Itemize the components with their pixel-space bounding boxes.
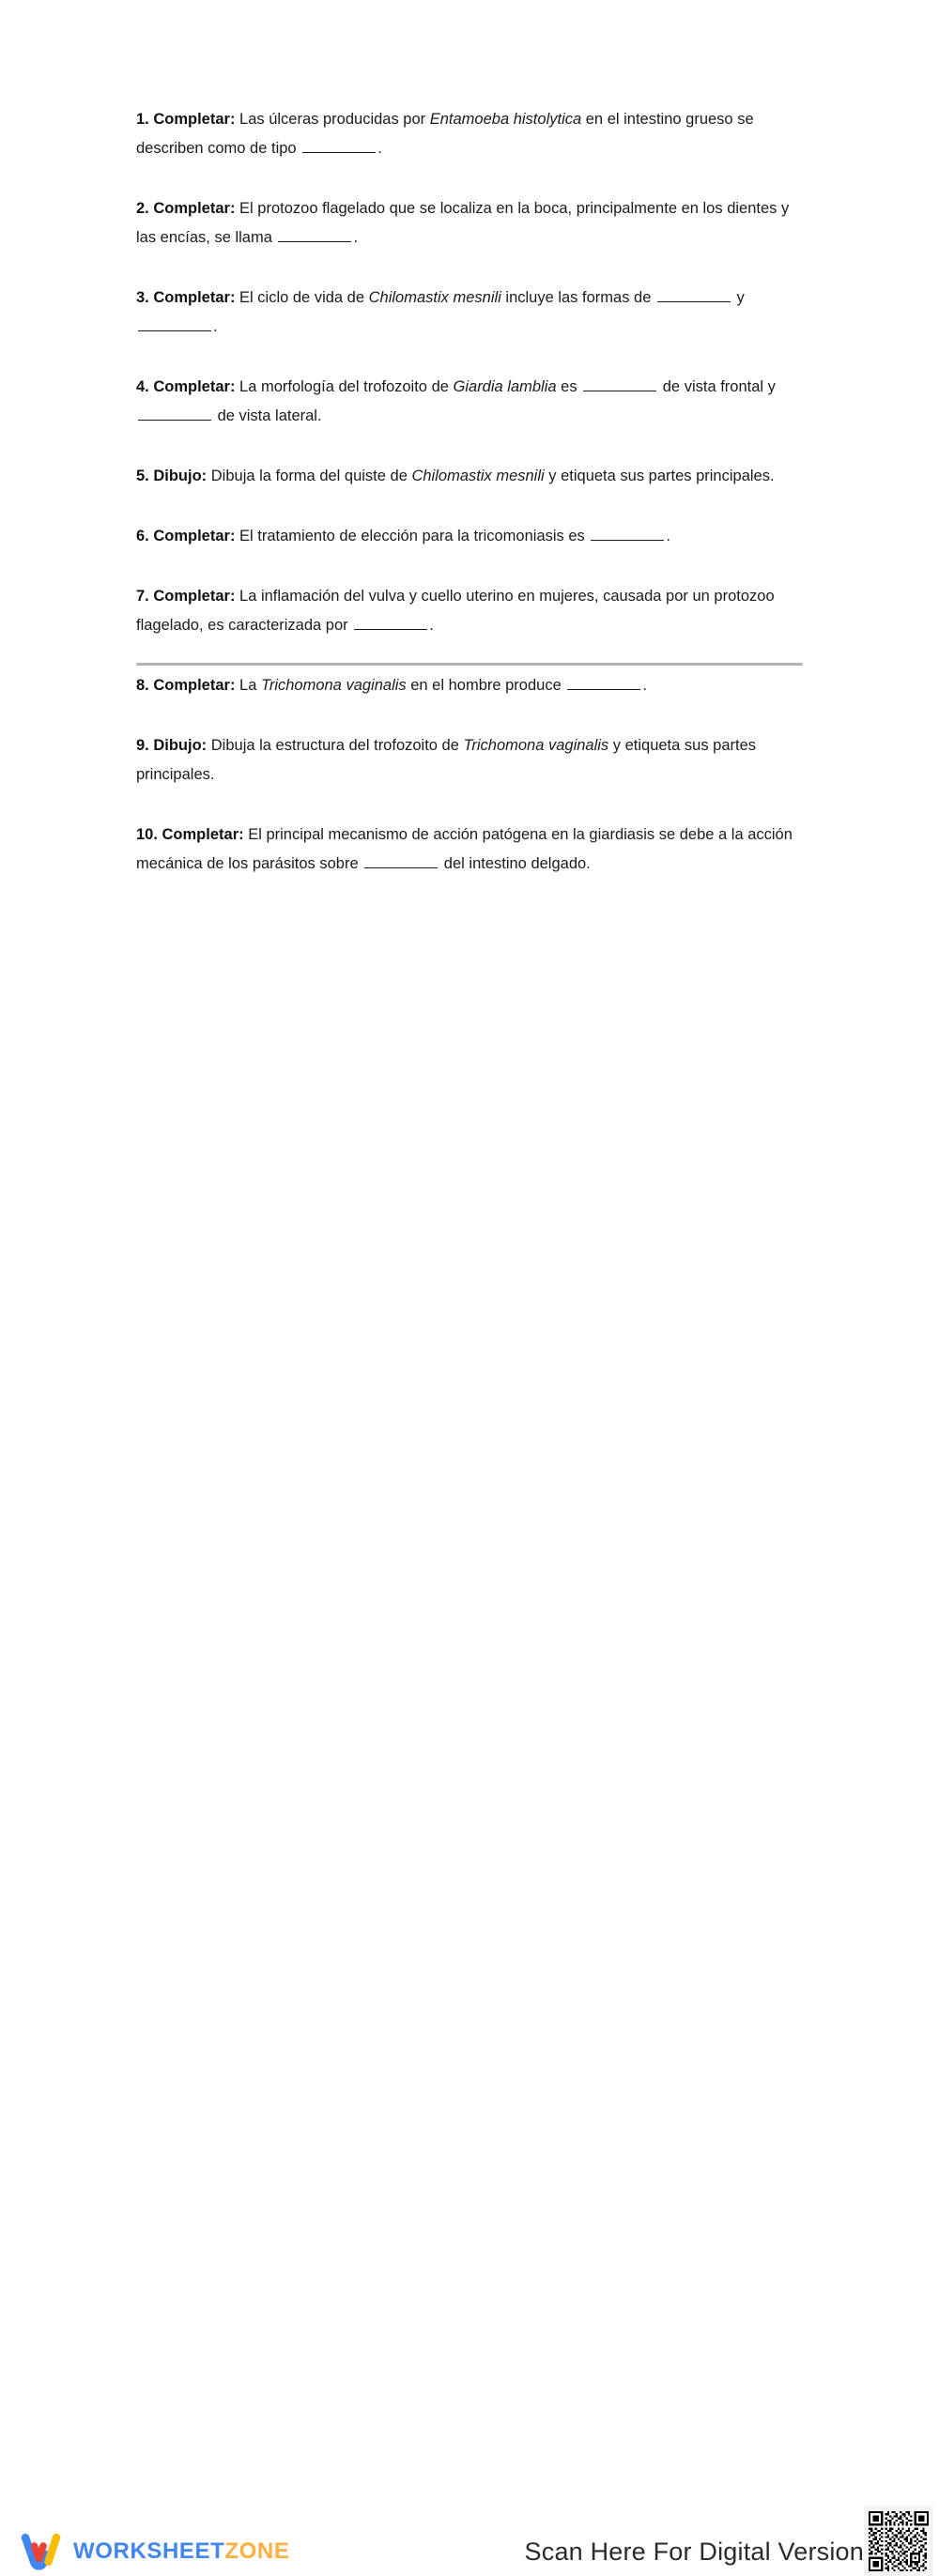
question-text: . (666, 528, 670, 544)
questions-list (136, 105, 803, 879)
qr-code-icon[interactable] (869, 2511, 929, 2571)
answer-blank[interactable] (278, 227, 351, 242)
question-text: Dibuja la forma del quiste de (210, 468, 412, 484)
question-label: 1. Completar: (136, 111, 236, 128)
species-name: Entamoeba histolytica (429, 111, 582, 128)
answer-blank[interactable] (138, 406, 211, 421)
question-text: . (429, 617, 434, 634)
question-item (136, 820, 803, 879)
question-item (136, 731, 803, 790)
question-item (136, 105, 803, 163)
answer-blank[interactable] (657, 287, 731, 302)
question-text: y (731, 289, 745, 306)
question-text: . (377, 140, 382, 157)
logo-wordmark (73, 2540, 289, 2563)
species-name: Trichomona vaginalis (463, 737, 609, 754)
logo-word-worksheet: WORKSHEET (73, 2538, 225, 2564)
answer-blank[interactable] (591, 526, 664, 541)
answer-blank[interactable] (583, 376, 656, 391)
question-text: incluye las formas de (500, 289, 655, 306)
question-text: El tratamiento de elección para la tricomoniasis es (239, 528, 590, 544)
question-label: 10. Completar: (136, 826, 244, 843)
species-name: Trichomona vaginalis (260, 677, 407, 694)
question-text: El ciclo de vida de (239, 289, 369, 306)
scan-here-text: Scan Here For Digital Version (524, 2538, 864, 2566)
question-text: . (353, 229, 359, 246)
footer-divider (136, 663, 803, 666)
question-label: 6. Completar: (136, 528, 236, 544)
question-text: Dibuja la estructura del trofozoito de (210, 737, 464, 754)
question-item (136, 194, 803, 253)
question-text: La morfología del trofozoito de (239, 378, 454, 395)
question-text: en el intestino grueso se describen como de tipo (136, 111, 754, 157)
question-item (136, 373, 803, 431)
question-text: del intestino delgado. (439, 855, 591, 872)
page-footer (0, 1249, 939, 2566)
question-text: y etiqueta sus partes principales. (544, 468, 775, 484)
question-text: de vista frontal y (658, 378, 776, 395)
question-text: y etiqueta sus partes principales. (136, 737, 757, 783)
answer-blank[interactable] (364, 853, 438, 868)
answer-blank[interactable] (567, 675, 640, 690)
question-text: Las úlceras producidas por (239, 111, 430, 128)
answer-blank[interactable] (138, 316, 211, 331)
question-label: 7. Completar: (136, 588, 236, 605)
question-item (136, 522, 803, 551)
question-label: 4. Completar: (136, 378, 236, 395)
question-label: 2. Completar: (136, 200, 236, 217)
worksheet-zone-logo (21, 2533, 289, 2570)
question-text: es (556, 378, 582, 395)
question-text: . (213, 318, 218, 335)
question-text: El protozoo flagelado que se localiza en la boca, principalmente en los dientes y las encías, se llama (136, 200, 790, 246)
question-item (136, 582, 803, 640)
question-label: 8. Completar: (136, 677, 236, 694)
question-item (136, 284, 803, 342)
answer-blank[interactable] (302, 138, 376, 153)
question-label: 9. Dibujo: (136, 737, 208, 754)
question-text: La inflamación del vulva y cuello uterino en mujeres, causada por un protozoo flagelado, es caracterizada por (136, 588, 775, 634)
qr-code-panel[interactable] (864, 2507, 933, 2576)
question-label: 5. Dibujo: (136, 468, 208, 484)
question-text: . (642, 677, 647, 694)
question-item (136, 671, 803, 700)
species-name: Chilomastix mesnili (411, 468, 545, 484)
question-text: en el hombre produce (406, 677, 566, 694)
question-item (136, 462, 803, 491)
species-name: Giardia lamblia (453, 378, 557, 395)
question-text: de vista lateral. (213, 407, 322, 424)
answer-blank[interactable] (354, 615, 427, 630)
worksheet-zone-w-mark-icon (21, 2533, 64, 2570)
species-name: Chilomastix mesnili (368, 289, 501, 306)
question-text: El principal mecanismo de acción patógena en la giardiasis se debe a la acción mecánica de los parásitos sobre (136, 826, 793, 872)
question-label: 3. Completar: (136, 289, 236, 306)
logo-word-zone: ZONE (224, 2538, 290, 2564)
question-text: La (239, 677, 261, 694)
